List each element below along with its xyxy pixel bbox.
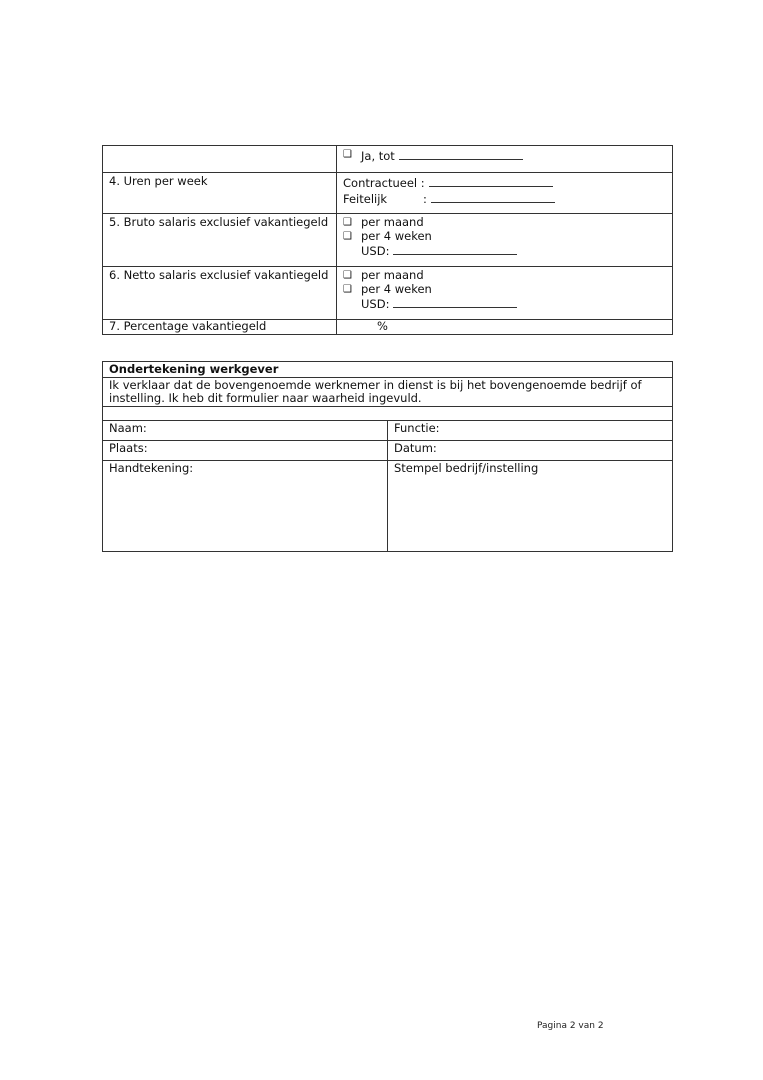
bruto-salary-label: 5. Bruto salaris exclusief vakantiegeld <box>103 214 337 267</box>
bruto-per-4-weken-label: per 4 weken <box>361 228 432 243</box>
contractueel-hours-field[interactable] <box>429 175 553 187</box>
checkbox-icon[interactable]: ❑ <box>343 217 352 228</box>
plaats-label: Plaats: <box>109 440 148 455</box>
vacation-percentage-label: 7. Percentage vakantiegeld <box>103 320 337 335</box>
hours-cell <box>337 173 673 214</box>
checkbox-icon[interactable]: ❑ <box>343 230 352 242</box>
table-row <box>103 320 673 335</box>
employer-signature-table <box>102 361 673 552</box>
ja-tot-date-field[interactable] <box>399 148 523 160</box>
feitelijk-label: Feitelijk <box>343 191 388 206</box>
signature-statement: Ik verklaar dat de bovengenoemde werknemer in dienst is bij het bovengenoemde bedrijf of instelling. Ik heb dit formulier naar waarheid ingevuld. <box>103 377 673 406</box>
plaats-field[interactable] <box>103 440 388 460</box>
netto-per-maand-label: per maand <box>361 268 424 282</box>
datum-label: Datum: <box>394 440 437 455</box>
handtekening-label: Handtekening: <box>109 460 194 475</box>
stempel-label: Stempel bedrijf/instelling <box>394 460 539 475</box>
table-row <box>103 214 673 267</box>
netto-usd-label: USD: <box>361 297 390 311</box>
stempel-field[interactable] <box>388 460 673 551</box>
netto-salary-cell <box>337 267 673 320</box>
contractueel-label: Contractueel : <box>343 176 425 190</box>
checkbox-icon[interactable]: ❑ <box>343 283 352 295</box>
checkbox-icon[interactable]: ❑ <box>343 270 352 281</box>
hours-label: 4. Uren per week <box>103 173 337 214</box>
table-row <box>103 377 673 406</box>
checkbox-icon[interactable]: ❑ <box>343 149 352 160</box>
naam-field[interactable] <box>103 420 388 440</box>
bruto-per-maand-label: per maand <box>361 215 424 229</box>
signature-section-title: Ondertekening werkgever <box>103 362 673 378</box>
table-row <box>103 406 673 420</box>
empty-label-cell <box>103 146 337 173</box>
ja-tot-label: Ja, tot <box>361 149 395 163</box>
naam-label: Naam: <box>109 420 147 435</box>
bruto-usd-label: USD: <box>361 244 390 258</box>
table-row <box>103 420 673 440</box>
table-row <box>103 173 673 214</box>
netto-per-4-weken-label: per 4 weken <box>361 281 432 296</box>
spacer-row <box>103 406 673 420</box>
feitelijk-hours-field[interactable] <box>431 191 555 203</box>
percent-sign: % <box>377 319 388 333</box>
ja-tot-cell <box>337 146 673 173</box>
table-row <box>103 362 673 378</box>
functie-field[interactable] <box>388 420 673 440</box>
table-row <box>103 267 673 320</box>
datum-field[interactable] <box>388 440 673 460</box>
employment-details-table <box>102 145 673 335</box>
table-row <box>103 146 673 173</box>
netto-usd-field[interactable] <box>393 296 517 308</box>
functie-label: Functie: <box>394 420 440 435</box>
table-row <box>103 460 673 551</box>
vacation-percentage-cell[interactable] <box>337 320 673 335</box>
handtekening-field[interactable] <box>103 460 388 551</box>
netto-salary-label: 6. Netto salaris exclusief vakantiegeld <box>103 267 337 320</box>
bruto-salary-cell <box>337 214 673 267</box>
page-number: Pagina 2 van 2 <box>537 1021 604 1031</box>
table-row <box>103 440 673 460</box>
feitelijk-colon: : <box>423 191 427 206</box>
bruto-usd-field[interactable] <box>393 243 517 255</box>
